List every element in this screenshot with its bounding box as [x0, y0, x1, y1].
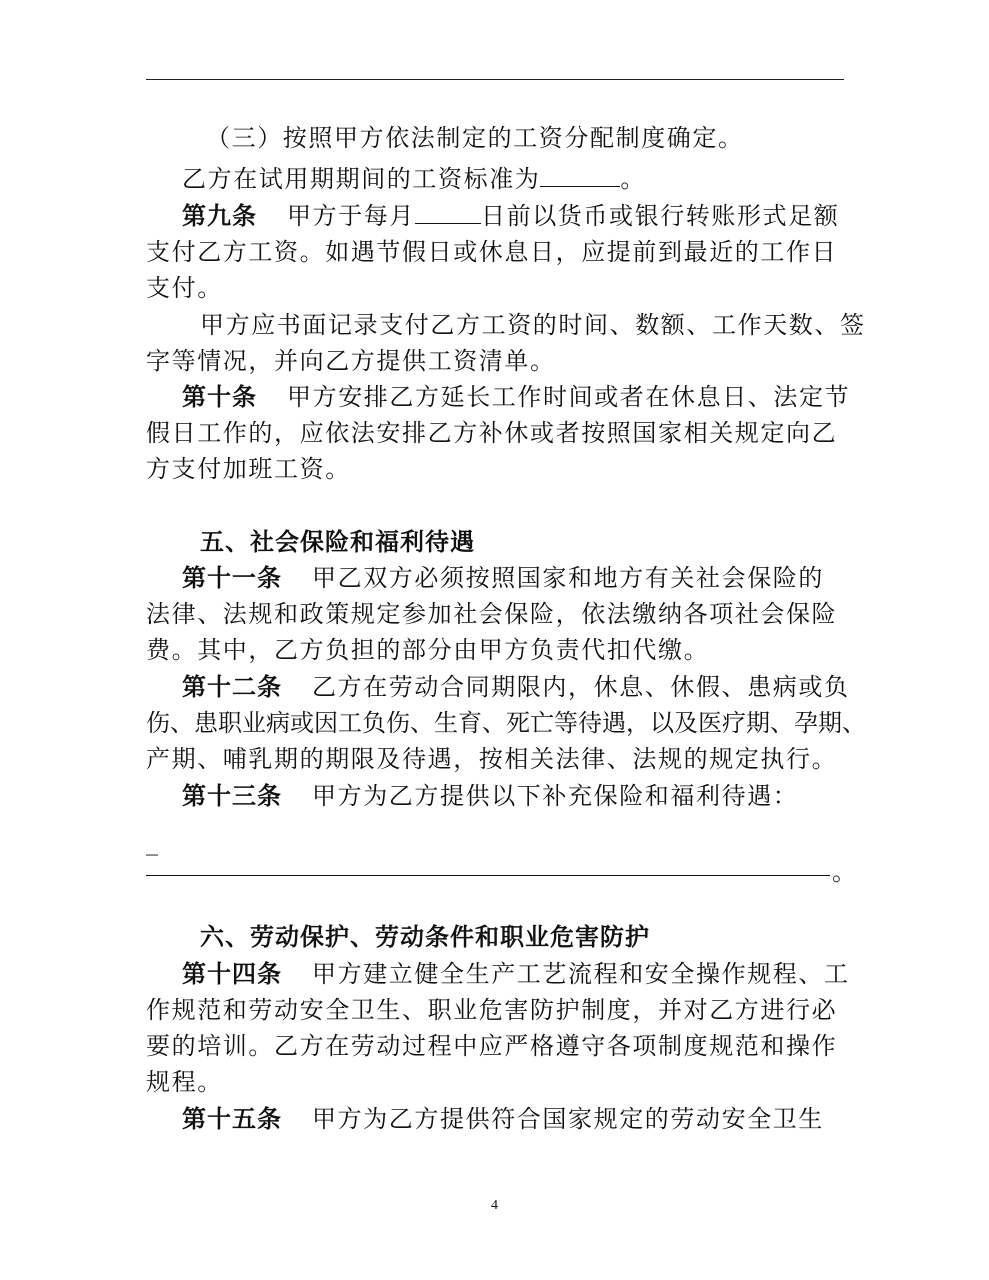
article-13-period: 。 [832, 858, 856, 886]
probation-wage-blank[interactable] [540, 162, 620, 187]
article-13-line-1: 第十三条 甲方为乙方提供以下补充保险和福利待遇： [182, 782, 799, 810]
article-13-title: 第十三条 [182, 782, 282, 810]
article-12-line-3: 产期、哺乳期的期限及待遇，按相关法律、法规的规定执行。 [146, 745, 838, 773]
article-11-line-3: 费。其中，乙方负担的部分由甲方负责代扣代缴。 [146, 636, 710, 664]
article-14-line-3: 要的培训。乙方在劳动过程中应严格遵守各项制度规范和操作 [146, 1032, 838, 1060]
article-12-line-2: 伤、患职业病或因工负伤、生育、死亡等待遇，以及医疗期、孕期、 [146, 709, 866, 737]
article-10-title: 第十条 [182, 383, 257, 411]
header-rule [146, 79, 844, 80]
pay-day-blank[interactable] [415, 199, 481, 224]
article-15-title: 第十五条 [182, 1105, 282, 1133]
article-11-line-1: 第十一条 甲乙双方必须按照国家和地方有关社会保险的 [182, 564, 824, 592]
article-10-line-1: 第十条 甲方安排乙方延长工作时间或者在休息日、法定节 [182, 383, 851, 411]
article-9-line-2: 支付乙方工资。如遇节假日或休息日，应提前到最近的工作日 [146, 238, 838, 266]
article-10-line-2: 假日工作的，应依法安排乙方补休或者按照国家相关规定向乙 [146, 419, 838, 447]
supplementary-benefits-blank[interactable] [146, 875, 830, 876]
article-11-line-2: 法律、法规和政策规定参加社会保险，依法缴纳各项社会保险 [146, 600, 838, 628]
article-9-title: 第九条 [182, 202, 257, 230]
section-5-heading: 五、社会保险和福利待遇 [200, 528, 475, 556]
article-14-title: 第十四条 [182, 960, 282, 988]
article-14-line-4: 规程。 [146, 1068, 223, 1096]
paragraph-probation-wage: 乙方在试用期期间的工资标准为 。 [182, 162, 646, 195]
article-9-line-1: 第九条 甲方于每月 日前以货币或银行转账形式足额 [182, 199, 839, 232]
article-9-para2-line-2: 字等情况，并向乙方提供工资清单。 [146, 347, 556, 375]
page-number: 4 [491, 1198, 498, 1213]
article-11-title: 第十一条 [182, 564, 282, 592]
article-12-line-1: 第十二条 乙方在劳动合同期限内，休息、休假、患病或负 [182, 673, 850, 701]
article-14-line-1: 第十四条 甲方建立健全生产工艺流程和安全操作规程、工 [182, 960, 850, 988]
article-15-line-1: 第十五条 甲方为乙方提供符合国家规定的劳动安全卫生 [182, 1105, 824, 1133]
article-13-dash: _ [146, 828, 158, 856]
article-10-line-3: 方支付加班工资。 [146, 455, 351, 483]
article-14-line-2: 作规范和劳动安全卫生、职业危害防护制度，并对乙方进行必 [146, 996, 838, 1024]
paragraph-wage-clause-3: （三）按照甲方依法制定的工资分配制度确定。 [206, 124, 744, 152]
article-12-title: 第十二条 [182, 673, 282, 701]
article-9-para2-line-1: 甲方应书面记录支付乙方工资的时间、数额、工作天数、签 [200, 311, 866, 339]
section-6-heading: 六、劳动保护、劳动条件和职业危害防护 [200, 923, 650, 951]
article-9-line-3: 支付。 [146, 274, 223, 302]
